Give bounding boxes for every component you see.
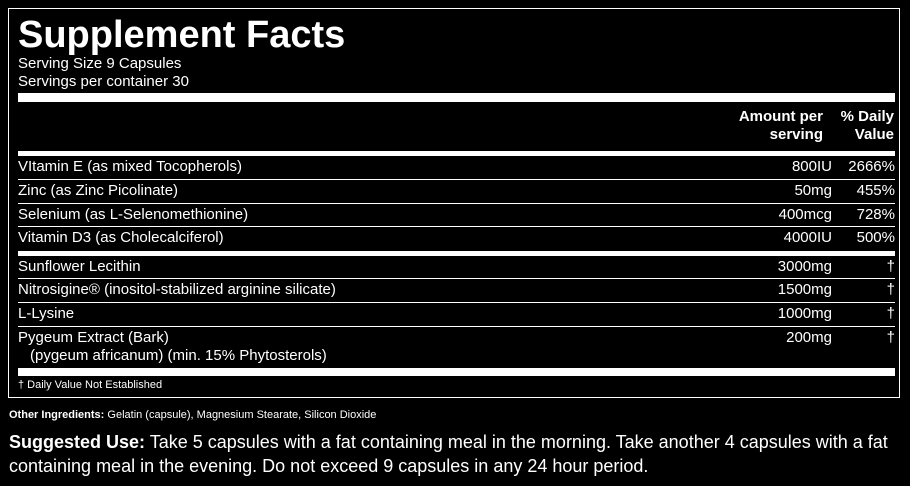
nutrient-dv: 455% — [856, 182, 895, 199]
ingredient-amount: 3000mg — [777, 258, 832, 275]
ingredient-name: Pygeum Extract (Bark) — [18, 329, 169, 346]
nutrient-name: VItamin E (as mixed Tocopherols) — [18, 158, 242, 175]
nutrient-name: Vitamin D3 (as Cholecalciferol) — [18, 229, 224, 246]
ingredient-dv: † — [886, 258, 895, 275]
ingredient-name: L-Lysine — [18, 305, 75, 322]
dv-header-line2: Value — [854, 126, 894, 143]
nutrient-amount: 400mcg — [778, 206, 832, 223]
suggested-use-label: Suggested Use: — [9, 432, 146, 452]
amount-header-line2: serving — [769, 126, 823, 143]
ingredient-row — [18, 329, 895, 365]
ingredient-amount: 200mg — [786, 329, 832, 346]
footnote: † Daily Value Not Established — [18, 379, 163, 391]
row-divider — [18, 203, 895, 204]
suggested-use-text: Take 5 capsules with a fat containing meal in the morning. Take another 4 capsules with a fat containing meal in the evening. Do not exceed 9 capsules in any 24 hour period. — [9, 432, 888, 476]
ingredient-subname: (pygeum africanum) (min. 15% Phytosterols) — [30, 347, 327, 364]
nutrient-name: Selenium (as L-Selenomethionine) — [18, 206, 249, 223]
ingredient-name: Sunflower Lecithin — [18, 258, 141, 275]
nutrient-amount: 800IU — [791, 158, 832, 175]
ingredient-dv: † — [886, 305, 895, 322]
nutrient-dv: 728% — [856, 206, 895, 223]
amount-header-line1: Amount per — [738, 108, 823, 125]
thick-divider-top — [18, 93, 895, 102]
panel-title: Supplement Facts — [18, 14, 346, 56]
thick-divider-header — [18, 151, 895, 156]
row-divider — [18, 278, 895, 279]
nutrient-dv: 2666% — [848, 158, 895, 175]
ingredient-name: Nitrosigine® (inositol-stabilized arginine silicate) — [18, 281, 336, 298]
nutrient-dv: 500% — [856, 229, 895, 246]
thick-divider-bottom — [18, 368, 895, 376]
dv-header-line1: % Daily — [840, 108, 894, 125]
ingredient-dv: † — [886, 329, 895, 346]
suggested-use — [9, 430, 904, 478]
ingredient-amount: 1000mg — [777, 305, 832, 322]
ingredient-amount: 1500mg — [777, 281, 832, 298]
row-divider — [18, 302, 895, 303]
nutrient-amount: 4000IU — [783, 229, 832, 246]
row-divider — [18, 326, 895, 327]
row-divider — [18, 226, 895, 227]
other-ingredients-label: Other Ingredients: — [9, 409, 105, 421]
daily-value-header — [841, 108, 894, 144]
supplement-facts-panel — [8, 8, 900, 398]
serving-size: Serving Size 9 Capsules — [18, 55, 182, 72]
row-divider — [18, 179, 895, 180]
ingredient-dv: † — [886, 281, 895, 298]
thick-divider-middle — [18, 251, 895, 256]
servings-per-container: Servings per container 30 — [18, 73, 189, 90]
amount-header — [739, 108, 823, 144]
nutrient-name: Zinc (as Zinc Picolinate) — [18, 182, 179, 199]
other-ingredients-text: Gelatin (capsule), Magnesium Stearate, Silicon Dioxide — [104, 409, 377, 421]
other-ingredients — [9, 408, 376, 422]
nutrient-amount: 50mg — [794, 182, 832, 199]
